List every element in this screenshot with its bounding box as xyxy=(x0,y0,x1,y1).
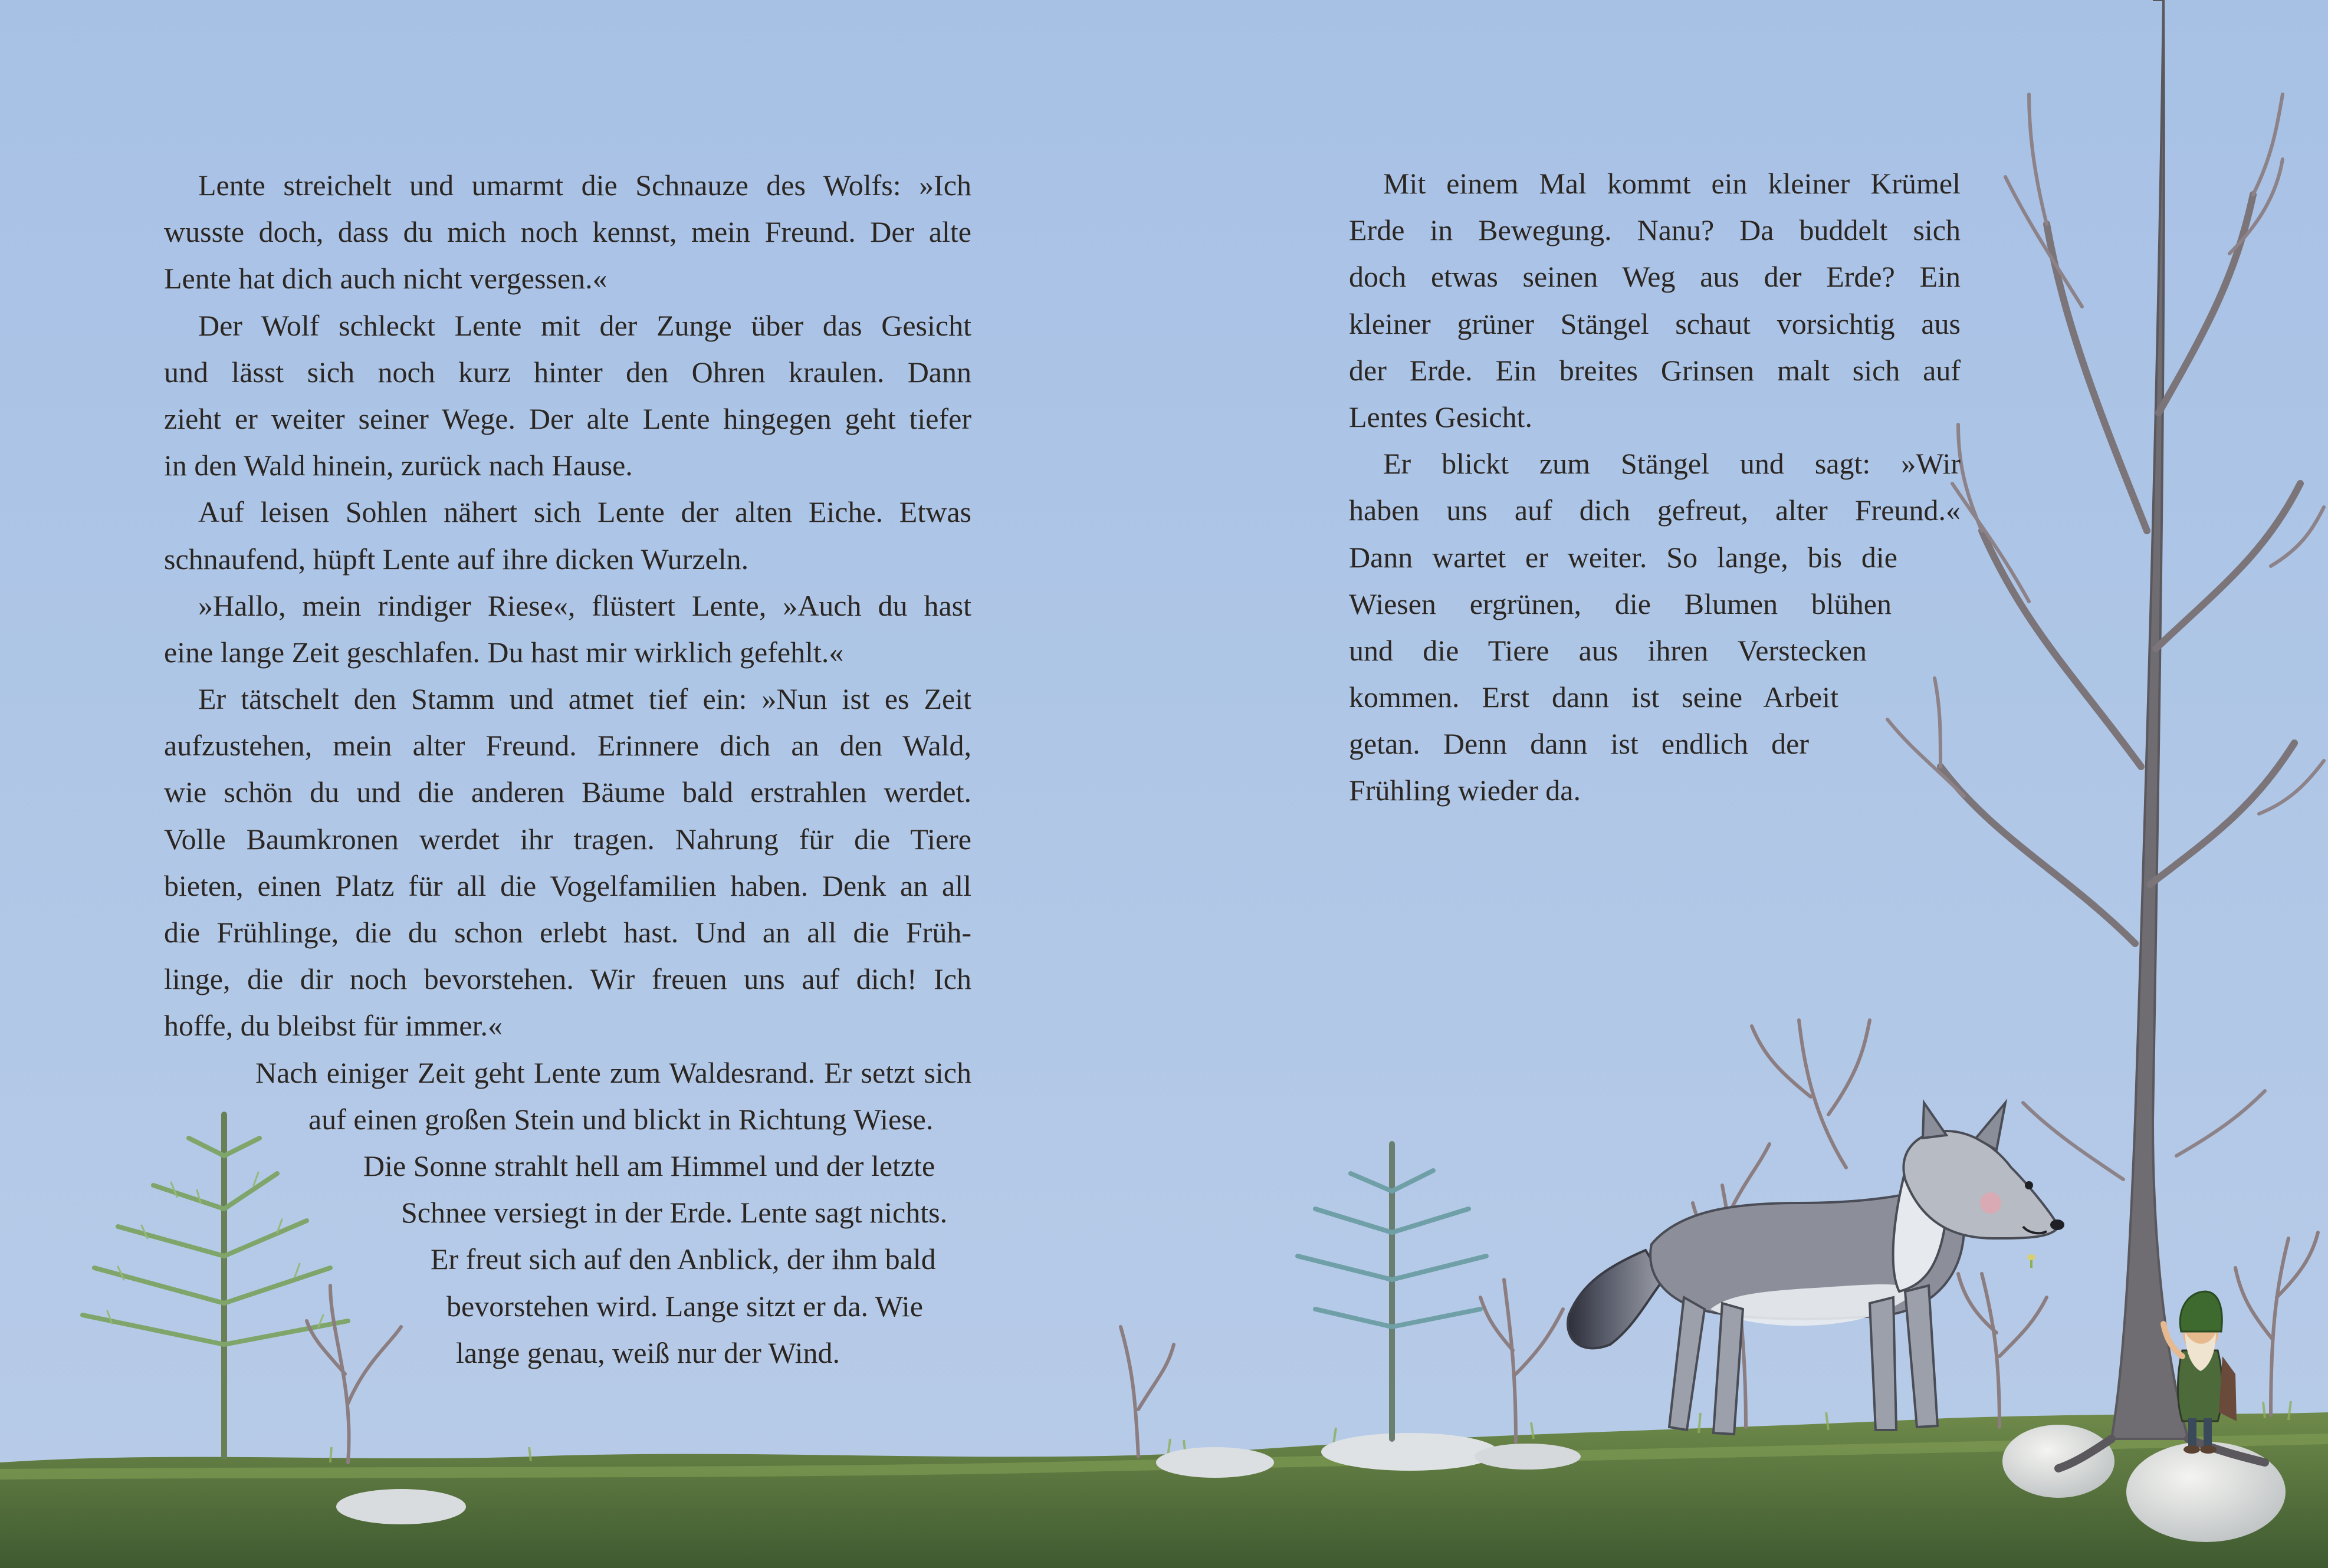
text-line: und die Tiere aus ihren Verstecken xyxy=(1349,633,1867,667)
text-line: wusste doch, dass du mich noch kennst, mein Freund. Der alte xyxy=(164,215,971,249)
text-line: Der Wolf schleckt Lente mit der Zunge über das Gesicht xyxy=(198,308,971,342)
text-line: eine lange Zeit geschlafen. Du hast mir wirklich gefehlt.« xyxy=(164,635,844,669)
text-line: Frühling wieder da. xyxy=(1349,774,1581,807)
text-line: kommen. Erst dann ist seine Arbeit xyxy=(1349,681,1838,714)
text-line: wie schön du und die anderen Bäume bald erstrahlen werdet. xyxy=(164,775,971,809)
text-line: lange genau, weiß nur der Wind. xyxy=(456,1336,840,1369)
text-line: Schnee versiegt in der Erde. Lente sagt nichts. xyxy=(401,1196,948,1230)
text-line: Auf leisen Sohlen nähert sich Lente der alten Eiche. Etwas xyxy=(198,495,971,529)
text-line: bevorstehen wird. Lange sitzt er da. Wie xyxy=(446,1289,923,1323)
text-line: Er freut sich auf den Anblick, der ihm bald xyxy=(431,1242,936,1276)
text-line: Er blickt zum Stängel und sagt: »Wir xyxy=(1383,447,1961,481)
text-line: kleiner grüner Stängel schaut vorsichtig aus xyxy=(1349,307,1961,340)
text-line: der Erde. Ein breites Grinsen malt sich auf xyxy=(1349,353,1961,387)
text-line: bieten, einen Platz für all die Vogelfamilien haben. Denk an all xyxy=(164,869,971,902)
text-line: Die Sonne strahlt hell am Himmel und der letzte xyxy=(363,1149,935,1182)
text-line: zieht er weiter seiner Wege. Der alte Lente hingegen geht tiefer xyxy=(164,402,971,435)
text-line: Volle Baumkronen werdet ihr tragen. Nahrung für die Tiere xyxy=(164,822,971,856)
text-line: Lentes Gesicht. xyxy=(1349,400,1533,433)
text-line: Er tätschelt den Stamm und atmet tief ein: »Nun ist es Zeit xyxy=(198,682,971,716)
text-line: »Hallo, mein rindiger Riese«, flüstert Lente, »Auch du hast xyxy=(198,589,971,622)
text-line: und lässt sich noch kurz hinter den Ohren kraulen. Dann xyxy=(164,355,971,389)
text-line: hoffe, du bleibst für immer.« xyxy=(164,1009,503,1043)
text-line: Lente hat dich auch nicht vergessen.« xyxy=(164,262,608,295)
text-line: linge, die dir noch bevorstehen. Wir freuen uns auf dich! Ich xyxy=(164,962,971,996)
right-page-text xyxy=(1349,160,1961,814)
left-page-text xyxy=(164,162,971,1376)
text-line: schnaufend, hüpft Lente auf ihre dicken Wurzeln. xyxy=(164,542,749,576)
text-line: Erde in Bewegung. Nanu? Da buddelt sich xyxy=(1349,213,1961,247)
text-line: auf einen großen Stein und blickt in Richtung Wiese. xyxy=(308,1102,934,1136)
text-line: die Frühlinge, die du schon erlebt hast. Und an all die Früh- xyxy=(164,916,971,949)
text-line: Dann wartet er weiter. So lange, bis die xyxy=(1349,540,1897,574)
text-line: haben uns auf dich gefreut, alter Freund.« xyxy=(1349,494,1961,527)
text-line: Nach einiger Zeit geht Lente zum Waldesrand. Er setzt sich xyxy=(255,1056,971,1089)
text-line: Lente streichelt und umarmt die Schnauze des Wolfs: »Ich xyxy=(198,169,971,202)
text-line: getan. Denn dann ist endlich der xyxy=(1349,727,1809,761)
text-line: aufzustehen, mein alter Freund. Erinnere dich an den Wald, xyxy=(164,729,971,762)
text-line: doch etwas seinen Weg aus der Erde? Ein xyxy=(1349,260,1961,294)
text-line: Wiesen ergrünen, die Blumen blühen xyxy=(1349,587,1892,620)
text-line: in den Wald hinein, zurück nach Hause. xyxy=(164,449,633,482)
text-line: Mit einem Mal kommt ein kleiner Krümel xyxy=(1383,167,1961,200)
